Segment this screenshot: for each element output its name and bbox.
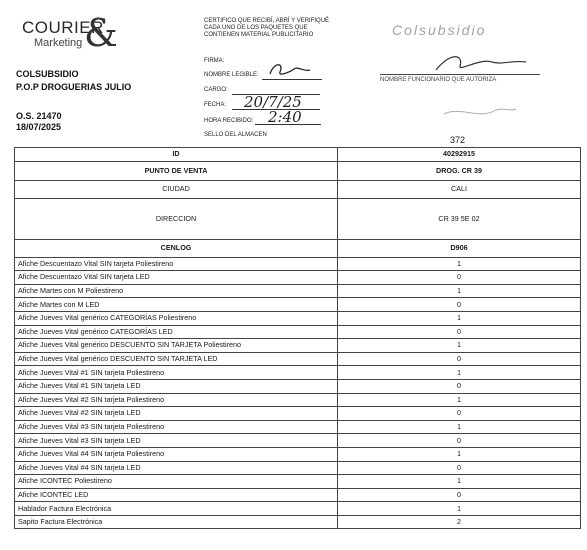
table-row <box>15 502 581 516</box>
item-qty: 1 <box>338 366 581 380</box>
item-qty: 1 <box>338 339 581 353</box>
item-qty: 0 <box>338 461 581 475</box>
item-qty: 2 <box>338 515 581 529</box>
order-number: O.S. 21470 <box>16 111 62 121</box>
item-name: Hablador Factura Electrónica <box>15 502 338 516</box>
item-name: Afiche Descuentazo Vital SIN tarjeta Poliestireno <box>15 257 338 271</box>
certificate-text: CERTIFICO QUE RECIBÍ, ABRÍ Y VERIFIQUÉ CADA UNO DE LOS PAQUETES QUE CONTIENEN MATERIAL PUBLICITARIO <box>204 18 330 38</box>
id-value: 40292915 <box>338 148 581 162</box>
item-name: Afiche Jueves Vital #1 SIN tarjeta Poliestireno <box>15 366 338 380</box>
item-qty: 1 <box>338 311 581 325</box>
stamp-smudge <box>440 100 520 122</box>
city-value: CALI <box>338 180 581 198</box>
company-name: COLSUBSIDIO <box>16 69 79 79</box>
item-name: Afiche Jueves Vital #2 SIN tarjeta Poliestireno <box>15 393 338 407</box>
item-qty: 1 <box>338 502 581 516</box>
item-qty: 1 <box>338 284 581 298</box>
item-name: Afiche ICONTEC LED <box>15 488 338 502</box>
fecha-label: FECHA: <box>204 102 227 108</box>
table-row <box>15 339 581 353</box>
table-row <box>15 311 581 325</box>
item-qty: 1 <box>338 393 581 407</box>
item-name: Afiche Jueves Vital genérico CATEGORÍAS LED <box>15 325 338 339</box>
header-date: 18/07/2025 <box>16 122 62 132</box>
pdv-value: DROG. CR 39 <box>338 161 581 180</box>
authorizer-caption: NOMBRE FUNCIONARIO QUE AUTORIZA <box>380 77 497 83</box>
item-name: Afiche Jueves Vital genérico DESCUENTO SIN TARJETA LED <box>15 352 338 366</box>
item-name: Afiche Jueves Vital #2 SIN tarjeta LED <box>15 407 338 421</box>
sello-label: SELLO DEL ALMACEN <box>204 132 267 138</box>
logo-ampersand: & <box>84 11 118 55</box>
item-qty: 1 <box>338 257 581 271</box>
item-qty: 0 <box>338 379 581 393</box>
item-name: Afiche Jueves Vital #1 SIN tarjeta LED <box>15 379 338 393</box>
table-row <box>15 488 581 502</box>
cargo-label: CARGO: <box>204 87 228 93</box>
item-qty: 0 <box>338 407 581 421</box>
item-name: Afiche Martes con M LED <box>15 298 338 312</box>
city-label: CIUDAD <box>15 180 338 198</box>
table-row <box>15 461 581 475</box>
item-qty: 1 <box>338 447 581 461</box>
address-label: DIRECCION <box>15 198 338 239</box>
table-row <box>15 447 581 461</box>
item-name: Afiche Jueves Vital #3 SIN tarjeta Poliestireno <box>15 420 338 434</box>
item-qty: 0 <box>338 352 581 366</box>
item-name: Afiche Descuentazo Vital SIN tarjeta LED <box>15 271 338 285</box>
table-row <box>15 366 581 380</box>
authorizer-signature <box>430 50 530 76</box>
table-row <box>15 475 581 489</box>
cenlog-label: CENLOG <box>15 239 338 257</box>
item-name: Afiche Jueves Vital genérico DESCUENTO SIN TARJETA Poliestireno <box>15 339 338 353</box>
sheet-number: 372 <box>450 135 466 145</box>
store-name: P.O.P DROGUERIAS JULIO <box>16 82 132 92</box>
cenlog-value: D906 <box>338 239 581 257</box>
hora-label: HORA RECIBIDO: <box>204 118 254 124</box>
address-value: CR 39 5E 02 <box>338 198 581 239</box>
table-row <box>15 284 581 298</box>
nombre-label: NOMBRE LEGIBLE: <box>204 72 259 78</box>
authorizer-line <box>380 74 540 75</box>
logo-courier-text: COURIER <box>22 18 104 37</box>
table-row <box>15 257 581 271</box>
colsubsidio-stamp: Colsubsidio <box>392 22 487 38</box>
firma-label: FIRMA: <box>204 58 225 64</box>
handwritten-time: 2:40 <box>268 108 302 126</box>
item-name: Afiche Jueves Vital #4 SIN tarjeta LED <box>15 461 338 475</box>
item-qty: 0 <box>338 325 581 339</box>
handwritten-date: 20/7/25 <box>244 93 302 111</box>
table-row <box>15 298 581 312</box>
pdv-label: PUNTO DE VENTA <box>15 161 338 180</box>
item-qty: 0 <box>338 271 581 285</box>
item-name: Sapito Factura Electrónica <box>15 515 338 529</box>
table-row <box>15 352 581 366</box>
item-qty: 1 <box>338 420 581 434</box>
item-name: Afiche Martes con M Poliestireno <box>15 284 338 298</box>
item-name: Afiche Jueves Vital #3 SIN tarjeta LED <box>15 434 338 448</box>
item-name: Afiche Jueves Vital genérico CATEGORÍAS Poliestireno <box>15 311 338 325</box>
table-row <box>15 515 581 529</box>
item-qty: 1 <box>338 475 581 489</box>
table-row <box>15 325 581 339</box>
table-row <box>15 393 581 407</box>
table-row <box>15 379 581 393</box>
delivery-table <box>14 147 581 529</box>
table-row <box>15 420 581 434</box>
item-name: Afiche ICONTEC Poliestireno <box>15 475 338 489</box>
table-row <box>15 271 581 285</box>
item-name: Afiche Jueves Vital #4 SIN tarjeta Poliestireno <box>15 447 338 461</box>
item-qty: 0 <box>338 298 581 312</box>
table-row <box>15 407 581 421</box>
id-label: ID <box>15 148 338 162</box>
item-qty: 0 <box>338 434 581 448</box>
logo-marketing-text: Marketing <box>34 37 83 49</box>
item-qty: 0 <box>338 488 581 502</box>
table-row <box>15 434 581 448</box>
signature-scribble <box>264 60 314 80</box>
